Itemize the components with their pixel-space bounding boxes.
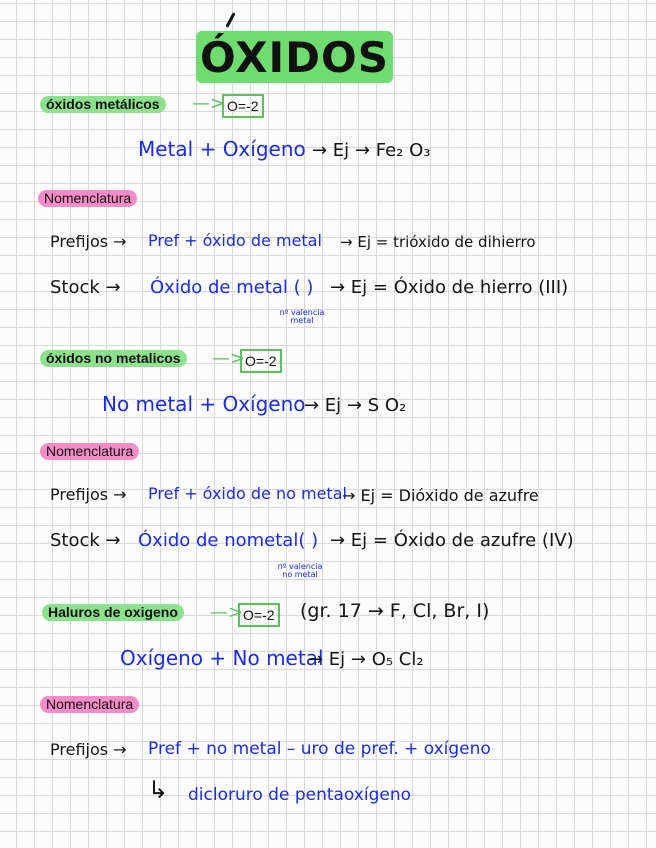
stock-label-2: Stock → (50, 530, 121, 551)
prefijos-label-1: Prefijos → (50, 232, 127, 251)
formula-nometal-oxygen: No metal + Oxígeno (102, 392, 306, 416)
oxidation-rule-box: O=-2 (240, 349, 282, 373)
section-heading-oxidos-no-metalicos: óxidos no metalicos (40, 350, 187, 367)
stock-example-2: → Ej = Óxido de azufre (IV) (330, 530, 574, 551)
prefijos-label-3: Prefijos → (50, 740, 127, 759)
green-arrow: —> (210, 602, 244, 623)
title-highlight (196, 31, 393, 83)
green-arrow: —> (212, 348, 246, 369)
example-dicloruro: dicloruro de pentaoxígeno (188, 785, 412, 805)
valencia-note-2 (270, 563, 330, 579)
valencia-note-1 (272, 309, 332, 325)
stock-rule-2: Óxido de nometal( ) (138, 530, 319, 551)
prefijos-example-1: → Ej = trióxido de dihierro (340, 233, 536, 251)
stock-label-1: Stock → (50, 277, 121, 298)
nomenclatura-heading-3: Nomenclatura (40, 696, 139, 713)
prefijos-rule-3: Pref + no metal – uro de pref. + oxígeno (148, 739, 491, 759)
prefijos-rule-2: Pref + óxido de no metal (148, 484, 347, 503)
nomenclatura-heading-1: Nomenclatura (38, 190, 137, 207)
prefijos-label-2: Prefijos → (50, 485, 127, 504)
valencia-note-1-line1: nº valencia (279, 308, 325, 317)
valencia-note-2-line1: nº valencia (277, 562, 323, 571)
formula-oxygen-nometal: Oxígeno + No metal (120, 646, 324, 670)
valencia-note-2-line2: no metal (282, 570, 318, 579)
oxidation-rule-box: O=-2 (222, 94, 264, 118)
section-heading-haluros-de-oxigeno: Haluros de oxigeno (42, 604, 184, 621)
valencia-note-1-line2: metal (290, 316, 314, 325)
oxidation-rule-box: O=-2 (238, 603, 280, 627)
page-title: ÓXIDOS (199, 33, 390, 82)
section-heading-oxidos-metalicos: óxidos metálicos (40, 96, 166, 113)
example-arrow-icon: ↳ (148, 776, 169, 804)
stock-rule-1: Óxido de metal ( ) (150, 277, 314, 298)
prefijos-rule-1: Pref + óxido de metal (148, 231, 322, 250)
prefijos-example-2: → Ej = Dióxido de azufre (342, 486, 539, 505)
stock-example-1: → Ej = Óxido de hierro (III) (330, 277, 569, 298)
formula-metal-oxygen: Metal + Oxígeno (138, 137, 306, 161)
green-arrow: —> (192, 93, 226, 114)
formula-example-so2: → Ej → S O₂ (304, 395, 407, 416)
title-accent-mark (225, 12, 235, 28)
nomenclatura-heading-2: Nomenclatura (40, 443, 139, 460)
formula-example-o5cl2: → Ej → O₅ Cl₂ (308, 649, 424, 670)
halogen-group-note: (gr. 17 → F, Cl, Br, I) (300, 600, 490, 622)
formula-example-fe2o3: → Ej → Fe₂ O₃ (312, 140, 431, 161)
